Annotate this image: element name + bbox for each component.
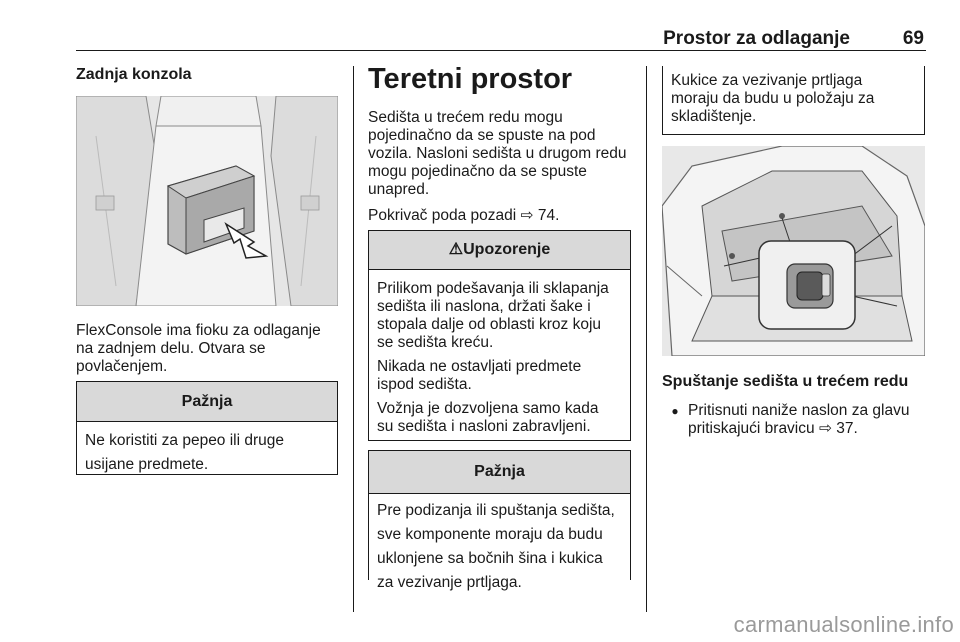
continued-line: skladištenje. <box>671 108 757 125</box>
rear-console-illustration <box>76 96 338 306</box>
warning-line: Nikada ne ostavljati predmete <box>377 358 582 375</box>
ref-arrow-icon: ⇨ <box>818 420 832 437</box>
cargo-area-illustration <box>662 146 925 356</box>
cover-reference <box>368 207 559 225</box>
paragraph-line: pojedinačno da se spuste na pod <box>368 127 596 144</box>
period: . <box>555 207 560 224</box>
warning-line: sedišta ili naslona, držati šake i <box>377 298 591 315</box>
caution-line: sve komponente moraju da budu <box>377 526 603 543</box>
continued-line: moraju da budu u položaju za <box>671 90 875 107</box>
rear-console-description <box>76 322 346 376</box>
bullet-marker: ● <box>671 404 679 418</box>
watermark: carmanualsonline.info <box>733 612 954 637</box>
continued-caution-box <box>662 66 925 135</box>
warning-box-title: Upozorenje <box>463 241 551 258</box>
warning-line: Prilikom podešavanja ili sklapanja <box>377 280 609 297</box>
column-divider-right <box>646 66 647 612</box>
warning-box <box>368 230 631 441</box>
cargo-area-description <box>368 109 640 199</box>
caution-box-title: Pažnja <box>369 451 630 494</box>
warning-line: su sedišta i nasloni zabravljeni. <box>377 418 591 435</box>
caution-box-body <box>369 494 630 606</box>
bullet-item <box>662 402 932 438</box>
page-number: 69 <box>902 28 924 49</box>
header-rule <box>76 50 926 51</box>
note-box-title: Pažnja <box>77 382 337 422</box>
period: . <box>853 420 858 437</box>
bullet-ref-page-link[interactable]: 37 <box>836 420 854 437</box>
warning-line: ispod sedišta. <box>377 376 472 393</box>
paragraph-line: FlexConsole ima fioku za odlaganje <box>76 322 321 339</box>
note-line: Ne koristiti za pepeo ili druge <box>85 432 285 449</box>
warning-line: Vožnja je dozvoljena samo kada <box>377 400 599 417</box>
cover-ref-page-link[interactable]: 74 <box>537 207 556 224</box>
warning-line: se sedišta kreću. <box>377 334 494 351</box>
heading-rear-console: Zadnja konzola <box>76 66 192 83</box>
bullet-text <box>688 402 909 438</box>
bullet-line-text: pritiskajući bravicu <box>688 420 815 437</box>
continued-line: Kukice za vezivanje prtljaga <box>671 72 863 89</box>
column-divider-left <box>353 66 354 612</box>
paragraph-line: Sedišta u trećem redu mogu <box>368 109 563 126</box>
warning-line: stopala dalje od oblasti kroz koju <box>377 316 602 333</box>
note-line: usijane predmete. <box>85 456 209 473</box>
bullet-line <box>688 420 909 438</box>
section-title: Prostor za odlaganje <box>663 28 850 49</box>
caution-line: Pre podizanja ili spuštanja sedišta, <box>377 502 615 519</box>
caution-line: za vezivanje prtljaga. <box>377 574 522 591</box>
warning-paragraph <box>377 358 622 394</box>
paragraph-line: mogu pojedinačno da se spuste <box>368 163 587 180</box>
heading-cargo-area: Teretni prostor <box>368 63 573 95</box>
ref-arrow-icon: ⇨ <box>520 207 534 224</box>
warning-paragraph <box>377 400 622 436</box>
bullet-line: Pritisnuti naniže naslon za glavu <box>688 402 910 419</box>
bullet-list <box>662 402 932 438</box>
cover-ref-text: Pokrivač poda pozadi <box>368 207 517 224</box>
warning-box-body <box>369 270 630 450</box>
caution-line: uklonjene sa bočnih šina i kukica <box>377 550 603 567</box>
warning-triangle-icon: ⚠ <box>448 241 464 258</box>
warning-paragraph <box>377 280 622 352</box>
paragraph-line: vozila. Nasloni sedišta u drugom redu <box>368 145 627 162</box>
heading-lower-third-row-seat: Spuštanje sedišta u trećem redu <box>662 373 909 390</box>
warning-box-header <box>369 231 630 270</box>
note-box-ashes <box>76 381 338 475</box>
note-box-body <box>77 422 337 488</box>
paragraph-line: povlačenjem. <box>76 358 168 375</box>
paragraph-line: unapred. <box>368 181 430 198</box>
caution-box <box>368 450 631 591</box>
paragraph-line: na zadnjem delu. Otvara se <box>76 340 266 357</box>
